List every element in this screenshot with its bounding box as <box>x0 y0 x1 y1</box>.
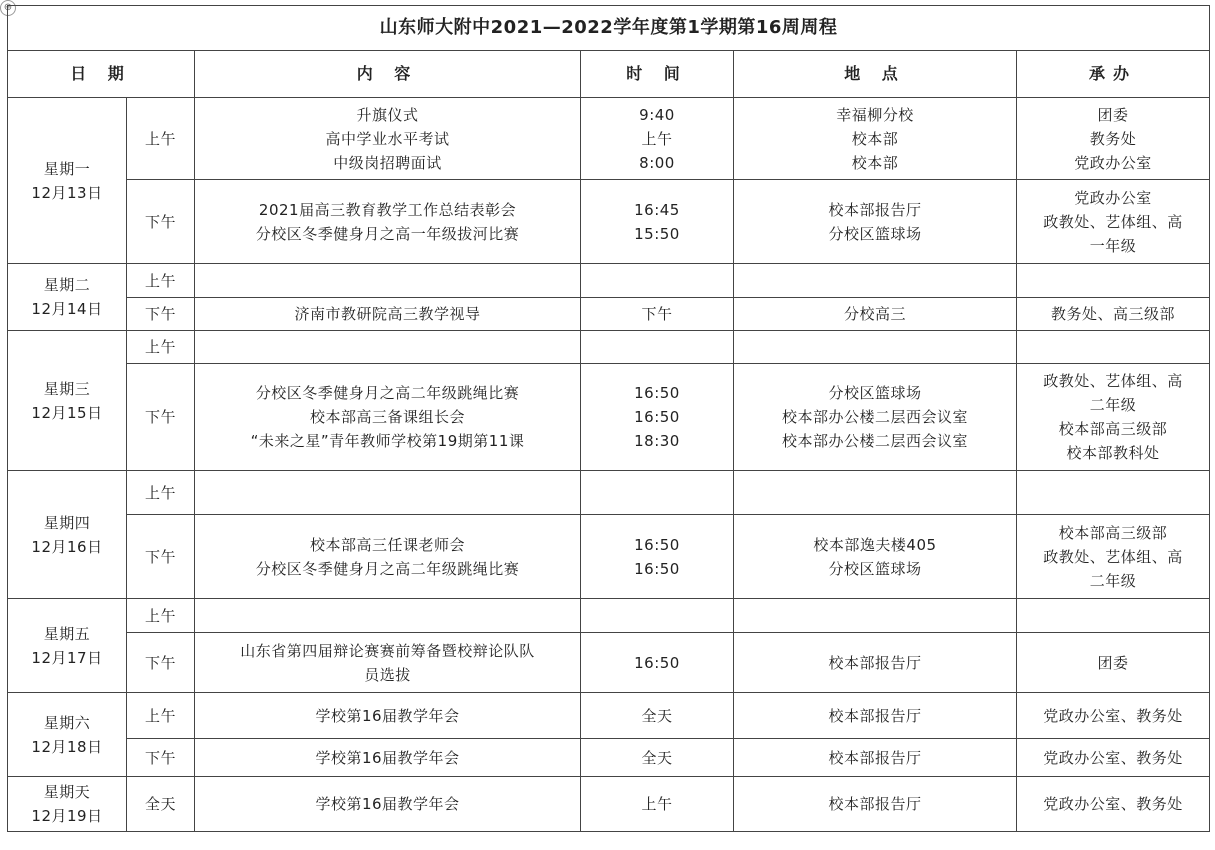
organizer-cell-line: 教务处、高三级部 <box>1051 305 1176 323</box>
header-content: 内 容 <box>195 51 581 98</box>
day-cell <box>8 693 127 777</box>
time-cell <box>581 693 734 739</box>
place-cell-line: 分校高三 <box>843 305 906 323</box>
place-cell-line: 校本部报告厅 <box>828 653 922 672</box>
period-cell: 上午 <box>127 471 195 515</box>
header-row <box>8 51 1210 98</box>
organizer-cell <box>1017 180 1210 264</box>
schedule-row <box>8 633 1210 693</box>
place-cell-line: 校本部报告厅 <box>828 706 922 725</box>
period-cell: 上午 <box>127 599 195 633</box>
content-cell-line: 分校区冬季健身月之高二年级跳绳比赛 <box>255 559 520 578</box>
date-label: 12月15日 <box>31 403 103 422</box>
weekday-label: 星期一 <box>43 159 91 178</box>
schedule-row <box>8 98 1210 180</box>
time-cell <box>581 515 734 599</box>
date-label: 12月19日 <box>31 807 103 825</box>
day-cell <box>8 777 127 832</box>
organizer-cell-line: 二年级 <box>1089 571 1137 590</box>
content-cell-line: 校本部高三任课老师会 <box>309 535 465 554</box>
content-cell <box>195 693 581 739</box>
time-cell <box>581 471 734 515</box>
place-cell-line: 校本部报告厅 <box>828 748 922 767</box>
place-cell-line: 幸福柳分校 <box>836 105 914 124</box>
day-cell <box>8 98 127 264</box>
content-cell-line: 高中学业水平考试 <box>325 129 450 148</box>
schedule-row <box>8 599 1210 633</box>
period-cell: 下午 <box>127 180 195 264</box>
period-cell: 下午 <box>127 515 195 599</box>
time-cell-line: 上午 <box>641 129 673 148</box>
weekday-label: 星期三 <box>43 379 91 398</box>
place-cell <box>734 739 1017 777</box>
place-cell-line: 分校区篮球场 <box>828 559 922 578</box>
period-cell: 上午 <box>127 264 195 298</box>
time-cell <box>581 298 734 331</box>
schedule-row <box>8 264 1210 298</box>
organizer-cell-line: 政教处、艺体组、高 <box>1043 372 1183 390</box>
place-cell-line: 校本部 <box>851 129 899 148</box>
place-cell-line: 校本部办公楼二层西会议室 <box>781 432 968 450</box>
organizer-cell-line: 校本部高三级部 <box>1058 523 1168 542</box>
period-cell: 上午 <box>127 693 195 739</box>
period-cell: 上午 <box>127 98 195 180</box>
time-cell-line: 下午 <box>641 305 673 323</box>
content-cell <box>195 515 581 599</box>
day-cell <box>8 599 127 693</box>
organizer-cell <box>1017 599 1210 633</box>
content-cell <box>195 364 581 471</box>
content-cell-line: 2021届高三教育教学工作总结表彰会 <box>258 200 517 219</box>
weekday-label: 星期二 <box>43 276 91 294</box>
place-cell <box>734 515 1017 599</box>
content-cell <box>195 739 581 777</box>
place-cell-line: 校本部报告厅 <box>828 795 922 813</box>
content-cell-line: 学校第16届教学年会 <box>315 748 460 767</box>
time-cell-line: 8:00 <box>639 153 675 172</box>
place-cell-line: 校本部 <box>851 153 899 172</box>
content-cell-line: 山东省第四届辩论赛赛前筹备暨校辩论队队 <box>240 641 535 660</box>
table-move-handle[interactable]: ⊕ <box>0 0 16 16</box>
content-cell-line: “未来之星”青年教师学校第19期第11课 <box>250 432 525 450</box>
organizer-cell-line: 党政办公室、教务处 <box>1043 795 1183 813</box>
period-cell: 下午 <box>127 633 195 693</box>
place-cell <box>734 599 1017 633</box>
time-cell-line: 上午 <box>641 795 673 813</box>
organizer-cell <box>1017 693 1210 739</box>
place-cell <box>734 693 1017 739</box>
date-label: 12月13日 <box>31 183 103 202</box>
organizer-cell <box>1017 515 1210 599</box>
time-cell <box>581 331 734 364</box>
place-cell <box>734 364 1017 471</box>
time-cell-line: 15:50 <box>634 224 680 243</box>
content-cell-line: 分校区冬季健身月之高一年级拔河比赛 <box>255 224 520 243</box>
organizer-cell <box>1017 264 1210 298</box>
schedule-row <box>8 515 1210 599</box>
organizer-cell-line: 校本部高三级部 <box>1058 420 1168 438</box>
place-cell <box>734 633 1017 693</box>
place-cell <box>734 471 1017 515</box>
organizer-cell-line: 校本部教科处 <box>1066 444 1160 462</box>
header-time: 时 间 <box>581 51 734 98</box>
time-cell <box>581 777 734 832</box>
content-cell-line: 员选拔 <box>364 665 411 684</box>
schedule-row <box>8 180 1210 264</box>
weekday-label: 星期六 <box>43 713 91 732</box>
time-cell-line: 16:50 <box>634 384 680 402</box>
schedule-row <box>8 298 1210 331</box>
time-cell-line: 全天 <box>641 706 673 725</box>
content-cell <box>195 777 581 832</box>
organizer-cell-line: 一年级 <box>1089 236 1137 255</box>
place-cell <box>734 180 1017 264</box>
place-cell-line: 校本部逸夫楼405 <box>813 535 937 554</box>
place-cell-line: 校本部报告厅 <box>828 200 922 219</box>
time-cell <box>581 599 734 633</box>
time-cell <box>581 98 734 180</box>
time-cell-line: 16:45 <box>634 200 680 219</box>
schedule-row <box>8 471 1210 515</box>
time-cell-line: 16:50 <box>634 653 680 672</box>
schedule-row <box>8 693 1210 739</box>
organizer-cell-line: 党政办公室 <box>1074 188 1152 207</box>
organizer-cell <box>1017 364 1210 471</box>
time-cell-line: 9:40 <box>639 105 675 124</box>
schedule-row <box>8 739 1210 777</box>
place-cell-line: 校本部办公楼二层西会议室 <box>781 408 968 426</box>
date-label: 12月17日 <box>31 648 103 667</box>
time-cell-line: 16:50 <box>634 559 680 578</box>
organizer-cell-line: 团委 <box>1097 653 1129 672</box>
content-cell-line: 济南市教研院高三教学视导 <box>294 305 481 323</box>
content-cell-line: 升旗仪式 <box>356 105 419 124</box>
organizer-cell-line: 教务处 <box>1089 129 1137 148</box>
period-cell: 下午 <box>127 739 195 777</box>
schedule-table <box>7 5 1210 832</box>
content-cell <box>195 331 581 364</box>
schedule-row <box>8 331 1210 364</box>
schedule-row <box>8 364 1210 471</box>
weekday-label: 星期天 <box>43 783 91 801</box>
content-cell <box>195 633 581 693</box>
organizer-cell <box>1017 331 1210 364</box>
day-cell <box>8 331 127 471</box>
time-cell <box>581 180 734 264</box>
place-cell-line: 分校区篮球场 <box>828 224 922 243</box>
weekday-label: 星期四 <box>43 513 91 532</box>
content-cell <box>195 298 581 331</box>
content-cell <box>195 180 581 264</box>
content-cell <box>195 471 581 515</box>
content-cell-line: 学校第16届教学年会 <box>315 795 460 813</box>
organizer-cell-line: 政教处、艺体组、高 <box>1043 212 1183 231</box>
time-cell-line: 16:50 <box>634 408 680 426</box>
content-cell-line: 分校区冬季健身月之高二年级跳绳比赛 <box>255 384 520 402</box>
organizer-cell <box>1017 777 1210 832</box>
organizer-cell <box>1017 98 1210 180</box>
content-cell-line: 校本部高三备课组长会 <box>309 408 465 426</box>
place-cell <box>734 777 1017 832</box>
schedule-row <box>8 777 1210 832</box>
time-cell-line: 16:50 <box>634 535 680 554</box>
content-cell-line: 学校第16届教学年会 <box>315 706 460 725</box>
period-cell: 全天 <box>127 777 195 832</box>
day-cell <box>8 471 127 599</box>
weekday-label: 星期五 <box>43 624 91 643</box>
place-cell <box>734 331 1017 364</box>
date-label: 12月16日 <box>31 537 103 556</box>
content-cell-line: 中级岗招聘面试 <box>333 153 442 172</box>
time-cell <box>581 739 734 777</box>
organizer-cell <box>1017 471 1210 515</box>
content-cell <box>195 264 581 298</box>
period-cell: 上午 <box>127 331 195 364</box>
organizer-cell-line: 二年级 <box>1089 396 1137 414</box>
period-cell: 下午 <box>127 298 195 331</box>
date-label: 12月18日 <box>31 737 103 756</box>
organizer-cell <box>1017 633 1210 693</box>
organizer-cell <box>1017 739 1210 777</box>
header-date: 日 期 <box>8 51 195 98</box>
header-organizer: 承办 <box>1017 51 1210 98</box>
time-cell-line: 全天 <box>641 748 673 767</box>
organizer-cell-line: 党政办公室、教务处 <box>1043 706 1183 725</box>
title-row <box>8 6 1210 51</box>
organizer-cell-line: 政教处、艺体组、高 <box>1043 547 1183 566</box>
day-cell <box>8 264 127 331</box>
organizer-cell-line: 党政办公室 <box>1074 153 1152 172</box>
date-label: 12月14日 <box>31 300 103 318</box>
period-cell: 下午 <box>127 364 195 471</box>
table-title: 山东师大附中2021—2022学年度第1学期第16周周程 <box>8 6 1210 51</box>
time-cell <box>581 264 734 298</box>
time-cell-line: 18:30 <box>634 432 680 450</box>
time-cell <box>581 633 734 693</box>
organizer-cell <box>1017 298 1210 331</box>
header-place: 地 点 <box>734 51 1017 98</box>
time-cell <box>581 364 734 471</box>
content-cell <box>195 599 581 633</box>
place-cell <box>734 98 1017 180</box>
organizer-cell-line: 团委 <box>1097 105 1129 124</box>
organizer-cell-line: 党政办公室、教务处 <box>1043 748 1183 767</box>
place-cell <box>734 298 1017 331</box>
place-cell-line: 分校区篮球场 <box>828 384 922 402</box>
place-cell <box>734 264 1017 298</box>
content-cell <box>195 98 581 180</box>
